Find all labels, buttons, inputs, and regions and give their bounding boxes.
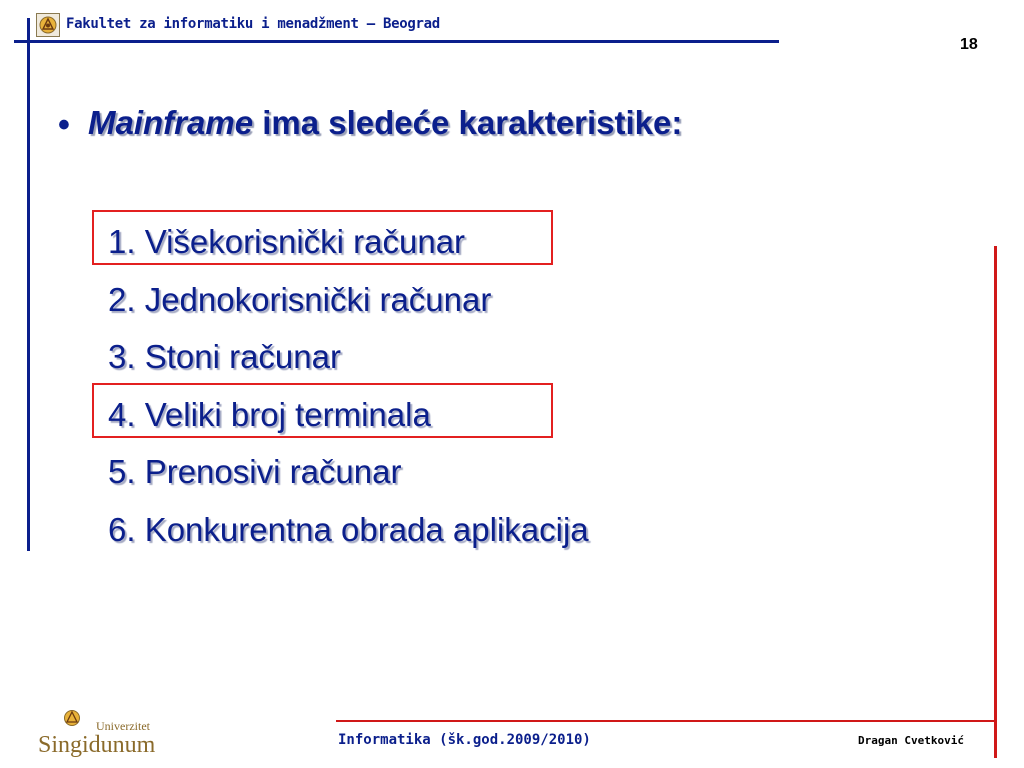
bullet-marker: • bbox=[58, 106, 70, 144]
left-vertical-rule bbox=[27, 18, 30, 551]
footer-author: Dragan Cvetković bbox=[858, 734, 964, 747]
faculty-logo-icon bbox=[36, 13, 60, 37]
logo-small-text: Univerzitet bbox=[96, 719, 150, 733]
list-item: 2. Jednokorisnički računar bbox=[108, 280, 492, 318]
footer-course: Informatika (šk.god.2009/2010) bbox=[338, 732, 591, 748]
highlight-box-item-4 bbox=[92, 383, 553, 438]
list-item: 1. Višekorisnički računar bbox=[108, 223, 466, 260]
header-title: Fakultet za informatiku i menadžment – Beograd bbox=[66, 16, 440, 32]
list-item: 5. Prenosivi računar bbox=[108, 453, 402, 491]
heading-text: ima sledeće karakteristike: bbox=[253, 104, 683, 141]
list-item: 6. Konkurentna obrada aplikacija bbox=[108, 510, 589, 548]
logo-main-text: Singidunum bbox=[38, 732, 156, 758]
header-divider bbox=[14, 40, 779, 43]
highlight-box-item-1 bbox=[92, 210, 553, 265]
page-number: 18 bbox=[960, 36, 978, 53]
list-item: 4. Veliki broj terminala bbox=[108, 395, 431, 433]
right-vertical-rule bbox=[994, 246, 997, 758]
heading-emphasis: Mainframe bbox=[88, 104, 254, 141]
slide-heading bbox=[88, 104, 682, 142]
university-logo bbox=[36, 708, 186, 758]
list-item: 3. Stoni računar bbox=[108, 338, 341, 376]
university-crest-icon bbox=[65, 711, 80, 726]
footer-divider bbox=[336, 720, 994, 722]
